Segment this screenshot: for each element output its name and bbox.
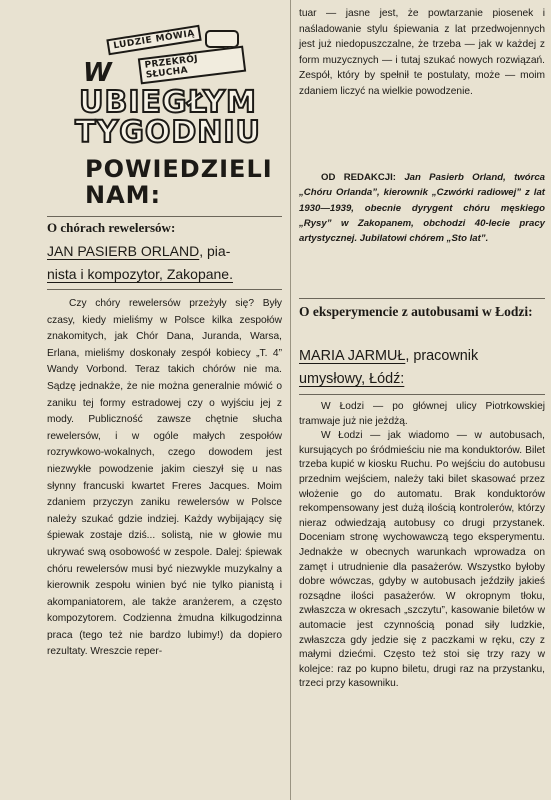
section-divider-2 xyxy=(299,298,545,299)
article1-byline xyxy=(47,240,282,286)
stamp-top-label: LUDZIE MÓWIĄ xyxy=(106,25,202,56)
article1-body: Czy chóry rewelersów przeżyły się? Były czasy, kiedy mieliśmy w Polsce kilka zespołów znakomitych, jak Chór Dana, Juranda, Warsa, Erlana, mieliśmy doskonały zespół kobiecy „T. 4” Wandy Vorbond. Teraz takich chórów nie ma. Sądzę jednakże, że nie można generalnie mówić o zaniku tej formy estradowej czy o wyjściu jej z mody. Publiczność zawsze chętnie słucha rewelersów, i w ogóle małych zespołów rozrywkowo-wokalnych, czego dowodem jest niezwykłe powodzenie jakim cieszył się u nas słynny francuski kwartet Freres Jacques. Moim zdaniem przyczyn zaniku rewelersów w Polsce należy szukać gdzie indziej. Każdy wybijający się śpiewak zostaje dziś... solistą, nie w głowie mu ukrywać swą osobowość w zespole. Dalej: śpiewak chóru rewelersów musi być niezwykle muzykalny a kierownik zespołu winien być nie tylko pianistą i akompaniatorem, ale także aranżerem, a często kompozytorem. Codzienna żmudna kilkugodzinna praca (tego też nie bardzo lubimy!) da dopiero rezultaty. Wreszcie reper- xyxy=(47,298,282,658)
editor-note-lead: OD REDAKCJI: xyxy=(321,172,396,183)
editor-note-text: Jan Pasierb Orland, twórca „Chóru Orlanda”, kierownik „Czwórki radiowej” z lat 1930—1939, obecnie dyrygent chóru męskiego „Rysy” w Zakopanem, obchodzi 40-lecie pracy artystycznej. Jubilatowi chórem „Sto lat”. xyxy=(299,172,546,245)
stamp-bottom-label: PRZEKRÓJ SŁUCHA xyxy=(138,46,246,85)
article1-author-role-line2: nista i kompozytor, Zakopane. xyxy=(47,266,233,282)
article1-author-role: , pia- xyxy=(199,243,231,259)
article2-heading: O eksperymencie z autobusami w Łodzi: xyxy=(299,304,533,319)
article2-body xyxy=(299,400,545,692)
masthead-stamp xyxy=(107,28,245,81)
byline-divider-2 xyxy=(299,394,545,395)
masthead-line-3: POWIEDZIELI xyxy=(85,155,273,183)
article1-continuation: tuar — jasne jest, że powtarzanie piosenek i naśladowanie stylu śpiewania z lat przedwojennych jest już niedopuszczalne, że trzeba — jak w każdej z form muzycznych — i tutaj szukać nowych rozwiązań. Zespół, który by spełnił te postulaty, może — moim zdaniem liczyć na wielkie powodzenie. xyxy=(299,8,545,97)
editor-note xyxy=(299,170,545,246)
article1-heading: O chórach rewelersów: xyxy=(47,220,176,235)
masthead-line-4: NAM: xyxy=(85,181,162,209)
article2-paragraph-1: W Łodzi — po głównej ulicy Piotrkowskiej tramwaje już nie jeżdżą. xyxy=(299,401,545,427)
article2-author: MARIA JARMUŁ xyxy=(299,348,406,364)
article2-paragraph-2: W Łodzi — jak wiadomo — w autobusach, kursujących po śródmieściu nie ma konduktorów. Bilet trzeba kupić w kiosku Ruchu. Po wejściu do autobusu przednim wejściem, należy taki bilet skasować przez włożenie go do automatu. Brak konduktorów rekompensowany jest dużą ilością kontrolerów, którzy nieraz odwiedzają autobusy co drugi przystanek. Doceniam stronę wychowawczą tego eksperymentu. Jednakże w obecnych warunkach wprowadza on zamęt i utrudnienie dla pasażerów. Wszystko byłoby dobre wówczas, gdyby w autobusach jeździły jakieś rozsądne ilości pasażerów. W okropnym tłoku, zwłaszcza w okresach „szczytu”, kasowanie biletów w automacie jest czynnością ponad siły ludzkie, zwłaszcza gdy jedzie się z paczkami w ręku, czy z małymi dziećmi. Często też stoi się trzy razy w kolejce: raz po kupno biletu, drugi raz na przystanku, trzeci przy kasowniku. xyxy=(299,430,545,690)
left-column xyxy=(47,0,282,800)
stamp-box-decoration xyxy=(205,30,239,48)
article2-author-role-line2: umysłowy, Łódź: xyxy=(299,371,405,387)
masthead-line-1: UBIEGŁYM xyxy=(79,85,257,120)
article1-author: JAN PASIERB ORLAND xyxy=(47,243,200,259)
section-divider xyxy=(47,216,282,217)
byline-divider xyxy=(47,289,282,290)
article2-author-role: , pracownik xyxy=(405,348,479,364)
article2-byline xyxy=(299,345,545,391)
masthead xyxy=(47,10,282,210)
right-column xyxy=(299,0,545,800)
masthead-w: W xyxy=(83,58,112,88)
masthead-line-2: TYGODNIU xyxy=(75,115,261,150)
column-rule xyxy=(290,0,291,800)
